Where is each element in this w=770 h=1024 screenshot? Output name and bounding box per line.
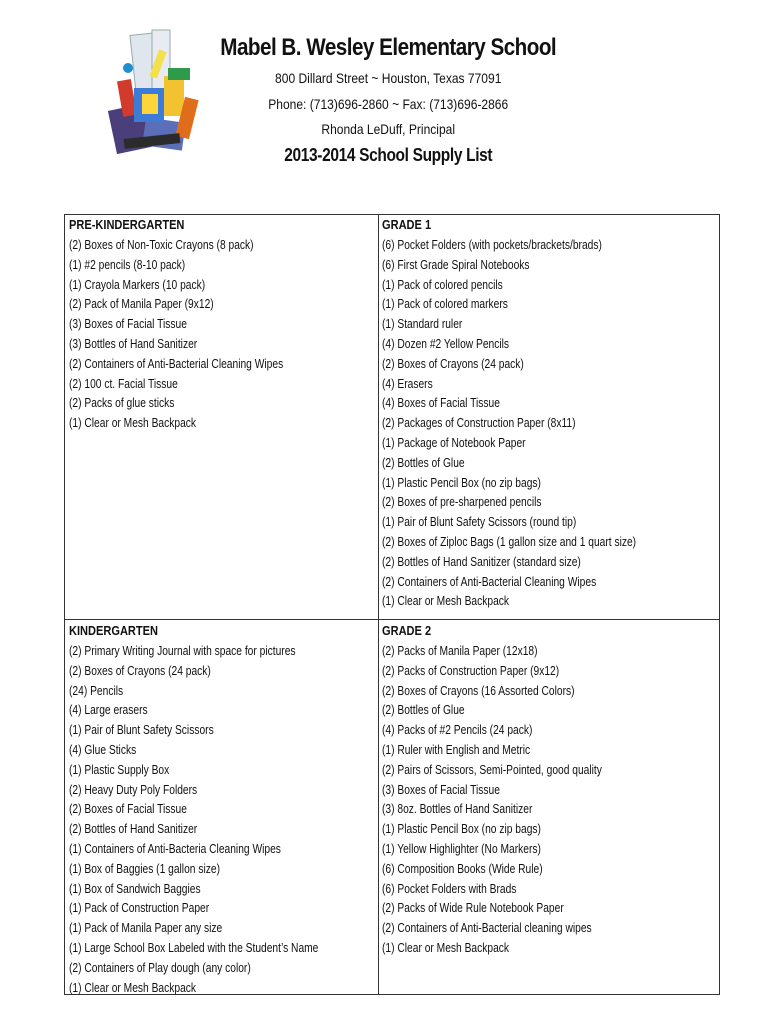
- school-address: 800 Dillard Street ~ Houston, Texas 77091: [275, 70, 502, 86]
- supply-item: (2) Boxes of Crayons (16 Assorted Colors): [382, 683, 575, 698]
- supply-item: (2) Containers of Anti-Bacterial Cleaning Wipes: [69, 356, 284, 371]
- supply-item: (2) Containers of Anti-Bacterial Cleaning Wipes: [382, 574, 597, 589]
- supply-item: (2) Containers of Play dough (any color): [69, 960, 251, 975]
- supply-item: (4) Large erasers: [69, 703, 148, 718]
- supply-item: (24) Pencils: [69, 683, 124, 698]
- supply-item: (1) Pair of Blunt Safety Scissors (round tip): [382, 515, 577, 530]
- supply-item: (1) Box of Baggies (1 gallon size): [69, 861, 220, 876]
- supply-item: (6) Composition Books (Wide Rule): [382, 861, 543, 876]
- supply-item: (4) Packs of #2 Pencils (24 pack): [382, 723, 533, 738]
- supply-list-title: 2013-2014 School Supply List: [284, 145, 493, 165]
- supply-item: (3) Bottles of Hand Sanitizer: [69, 336, 198, 351]
- supply-item: (1) Package of Notebook Paper: [382, 435, 526, 450]
- supply-item: (1) Pack of Manila Paper any size: [69, 921, 223, 936]
- supply-item: (1) Plastic Pencil Box (no zip bags): [382, 822, 541, 837]
- supply-item: (4) Erasers: [382, 376, 433, 391]
- supply-item: (3) 8oz. Bottles of Hand Sanitizer: [382, 802, 533, 817]
- supply-item: (3) Boxes of Facial Tissue: [69, 317, 187, 332]
- supply-item: (2) Packs of Construction Paper (9x12): [382, 663, 560, 678]
- supply-item: (6) First Grade Spiral Notebooks: [382, 257, 530, 272]
- supply-item: (2) Primary Writing Journal with space for pictures: [69, 644, 296, 658]
- supply-item: (6) Pocket Folders with Brads: [382, 881, 517, 896]
- supply-list: [382, 237, 718, 613]
- supply-item: (1) Clear or Mesh Backpack: [69, 980, 197, 995]
- supply-item: (1) Plastic Supply Box: [69, 762, 170, 777]
- supply-item: (2) Boxes of Crayons (24 pack): [382, 356, 524, 371]
- supply-item: (2) Bottles of Hand Sanitizer (standard size): [382, 554, 581, 569]
- supply-item: (4) Boxes of Facial Tissue: [382, 396, 500, 411]
- school-name: Mabel B. Wesley Elementary School: [220, 34, 557, 61]
- supply-list-table: [64, 214, 720, 995]
- supply-item: (6) Pocket Folders (with pockets/brackets/brads): [382, 238, 602, 252]
- column-divider: [378, 215, 379, 994]
- supply-item: (4) Glue Sticks: [69, 742, 137, 757]
- section-title: GRADE 2: [382, 623, 432, 638]
- supply-item: (2) 100 ct. Facial Tissue: [69, 376, 178, 391]
- supply-item: (1) Crayola Markers (10 pack): [69, 277, 206, 292]
- supply-item: (2) Bottles of Glue: [382, 703, 465, 718]
- supply-item: (1) Containers of Anti-Bacteria Cleaning Wipes: [69, 841, 281, 856]
- supply-item: (4) Dozen #2 Yellow Pencils: [382, 336, 510, 351]
- principal-name: Rhonda LeDuff, Principal: [321, 121, 456, 137]
- grade-2-section: [382, 623, 718, 960]
- supply-item: (2) Packs of glue sticks: [69, 396, 175, 411]
- supply-item: (1) Pair of Blunt Safety Scissors: [69, 723, 214, 738]
- supply-item: (1) Plastic Pencil Box (no zip bags): [382, 475, 541, 490]
- supply-item: (1) Box of Sandwich Baggies: [69, 881, 201, 896]
- section-title: KINDERGARTEN: [69, 623, 159, 638]
- supply-item: (1) Standard ruler: [382, 317, 463, 332]
- supply-item: (2) Boxes of Non-Toxic Crayons (8 pack): [69, 238, 254, 252]
- section-title: PRE-KINDERGARTEN: [69, 217, 185, 232]
- supply-item: (1) Pack of colored pencils: [382, 277, 503, 292]
- supply-item: (2) Heavy Duty Poly Folders: [69, 782, 198, 797]
- section-title: GRADE 1: [382, 217, 432, 232]
- supply-item: (2) Boxes of pre-sharpened pencils: [382, 495, 542, 510]
- supply-item: (1) Pack of Construction Paper: [69, 901, 210, 916]
- supply-item: (3) Boxes of Facial Tissue: [382, 782, 500, 797]
- supply-item: (1) #2 pencils (8-10 pack): [69, 257, 186, 272]
- supply-item: (1) Yellow Highlighter (No Markers): [382, 841, 541, 856]
- supply-item: (1) Ruler with English and Metric: [382, 742, 531, 757]
- row-divider: [65, 619, 719, 620]
- supply-list: [382, 643, 718, 960]
- supply-item: (2) Boxes of Crayons (24 pack): [69, 663, 211, 678]
- supply-item: (1) Clear or Mesh Backpack: [69, 416, 197, 431]
- school-phone-fax: Phone: (713)696-2860 ~ Fax: (713)696-2866: [268, 96, 509, 112]
- supply-item: (2) Containers of Anti-Bacterial cleaning wipes: [382, 921, 592, 936]
- supply-item: (1) Pack of colored markers: [382, 297, 508, 312]
- supply-item: (1) Clear or Mesh Backpack: [382, 594, 510, 609]
- kindergarten-section: [69, 623, 375, 999]
- supply-item: (2) Boxes of Facial Tissue: [69, 802, 187, 817]
- supply-item: (2) Bottles of Glue: [382, 455, 465, 470]
- supply-item: (1) Clear or Mesh Backpack: [382, 940, 510, 955]
- supply-list: [69, 643, 375, 999]
- supply-list: [69, 237, 375, 435]
- supply-item: (2) Packs of Manila Paper (12x18): [382, 644, 538, 658]
- document-header: [0, 0, 770, 200]
- supply-item: (2) Pairs of Scissors, Semi-Pointed, good quality: [382, 762, 602, 777]
- supply-item: (2) Bottles of Hand Sanitizer: [69, 822, 198, 837]
- pre-kindergarten-section: [69, 217, 375, 435]
- grade-1-section: [382, 217, 718, 613]
- supply-item: (2) Boxes of Ziploc Bags (1 gallon size and 1 quart size): [382, 534, 637, 549]
- supply-item: (1) Large School Box Labeled with the Student’s Name: [69, 940, 319, 955]
- supply-item: (2) Packs of Wide Rule Notebook Paper: [382, 901, 564, 916]
- supply-item: (2) Pack of Manila Paper (9x12): [69, 297, 214, 312]
- supply-item: (2) Packages of Construction Paper (8x11): [382, 416, 576, 431]
